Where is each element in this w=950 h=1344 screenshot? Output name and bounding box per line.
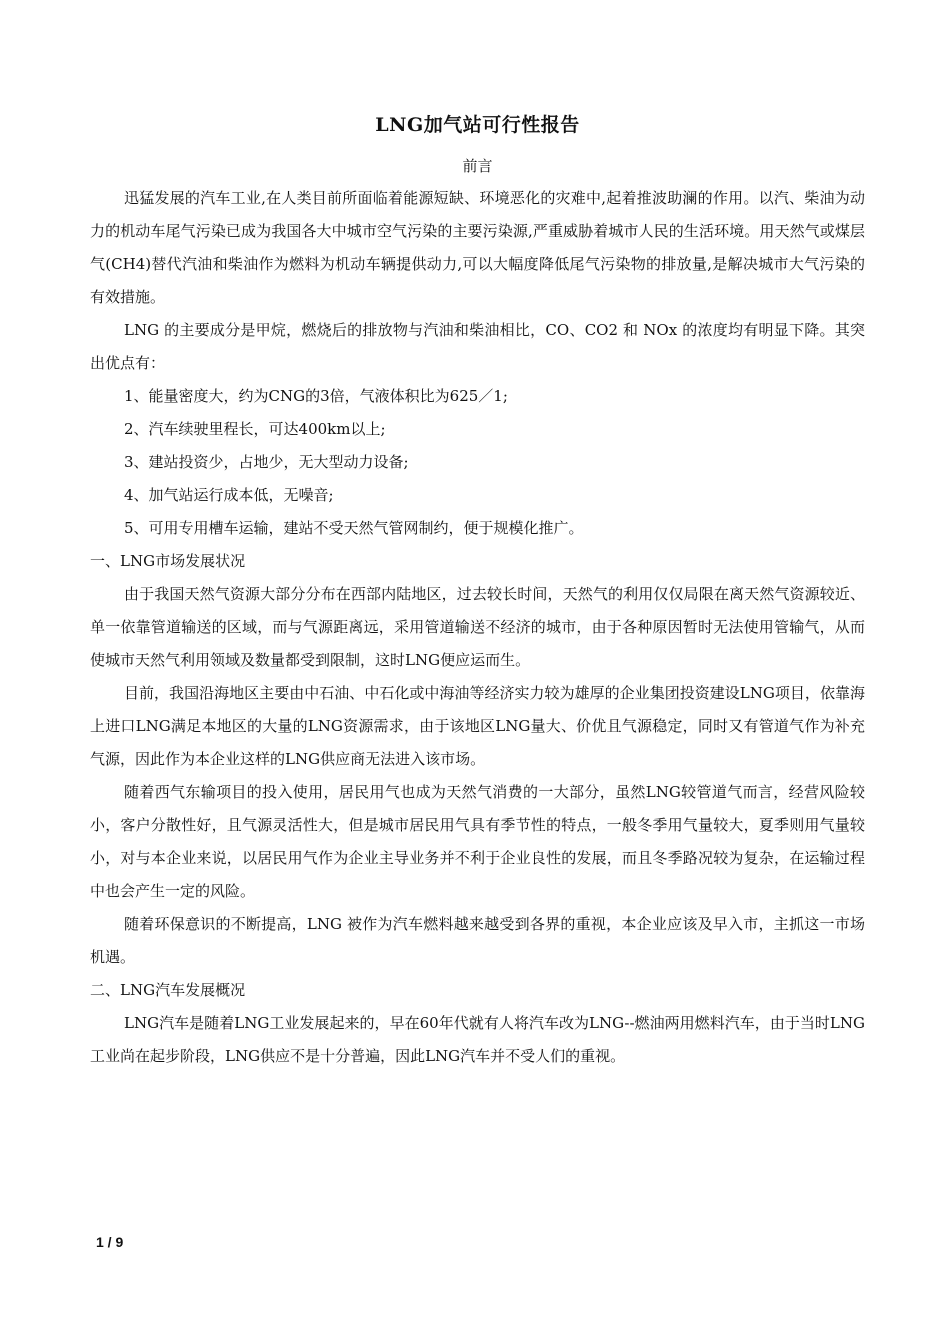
section-1-paragraph-2: 目前，我国沿海地区主要由中石油、中石化或中海油等经济实力较为雄厚的企业集团投资建设LNG项目，依靠海上进口LNG满足本地区的大量的LNG资源需求，由于该地区LNG量大、价优且气源稳定，同时又有管道气作为补充气源，因此作为本企业这样的LNG供应商无法进入该市场。: [90, 684, 865, 768]
intro-paragraph-2: LNG 的主要成分是甲烷，燃烧后的排放物与汽油和柴油相比，CO、CO2 和 NOx 的浓度均有明显下降。其突出优点有：: [90, 321, 865, 372]
document-title: LNG加气站可行性报告: [375, 114, 580, 136]
advantage-item-1: 1、能量密度大，约为CNG的3倍，气液体积比为625／1;: [124, 387, 508, 405]
advantage-item-5: 5、可用专用槽车运输，建站不受天然气管网制约，便于规模化推广。: [124, 519, 584, 537]
section-1-paragraph-4: 随着环保意识的不断提高，LNG 被作为汽车燃料越来越受到各界的重视，本企业应该及早入市，主抓这一市场机遇。: [90, 915, 865, 966]
advantage-item-4: 4、加气站运行成本低，无噪音;: [124, 486, 334, 504]
advantage-item-2: 2、汽车续驶里程长，可达400km以上;: [124, 420, 386, 438]
page-number: 1 / 9: [96, 1234, 124, 1250]
section-1-heading: 一、LNG市场发展状况: [90, 552, 246, 570]
intro-paragraph-1: 迅猛发展的汽车工业,在人类目前所面临着能源短缺、环境恶化的灾难中,起着推波助澜的作用。以汽、柴油为动力的机动车尾气污染已成为我国各大中城市空气污染的主要污染源,严重威胁着城市人民的生活环境。用天然气或煤层气(CH4)替代汽油和柴油作为燃料为机动车辆提供动力,可以大幅度降低尾气污染物的排放量,是解决城市大气污染的有效措施。: [90, 189, 865, 306]
section-2-paragraph-1: LNG汽车是随着LNG工业发展起来的，早在60年代就有人将汽车改为LNG--燃油两用燃料汽车，由于当时LNG工业尚在起步阶段，LNG供应不是十分普遍，因此LNG汽车并不受人们的重视。: [90, 1014, 865, 1065]
advantage-item-3: 3、建站投资少，占地少，无大型动力设备;: [124, 453, 409, 471]
document-subtitle: 前言: [462, 157, 493, 175]
section-1-paragraph-3: 随着西气东输项目的投入使用，居民用气也成为天然气消费的一大部分，虽然LNG较管道气而言，经营风险较小，客户分散性好，且气源灵活性大，但是城市居民用气具有季节性的特点，一般冬季用气量较大，夏季则用气量较小，对与本企业来说，以居民用气作为企业主导业务并不利于企业良性的发展，而且冬季路况较为复杂，在运输过程中也会产生一定的风险。: [90, 783, 865, 900]
document-page: [90, 100, 865, 1073]
section-1-paragraph-1: 由于我国天然气资源大部分分布在西部内陆地区，过去较长时间，天然气的利用仅仅局限在离天然气资源较近、单一依靠管道输送的区域，而与气源距离远，采用管道输送不经济的城市，由于各种原因暂时无法使用管输气，从而使城市天然气利用领域及数量都受到限制，这时LNG便应运而生。: [90, 585, 865, 669]
section-2-heading: 二、LNG汽车发展概况: [90, 981, 246, 999]
